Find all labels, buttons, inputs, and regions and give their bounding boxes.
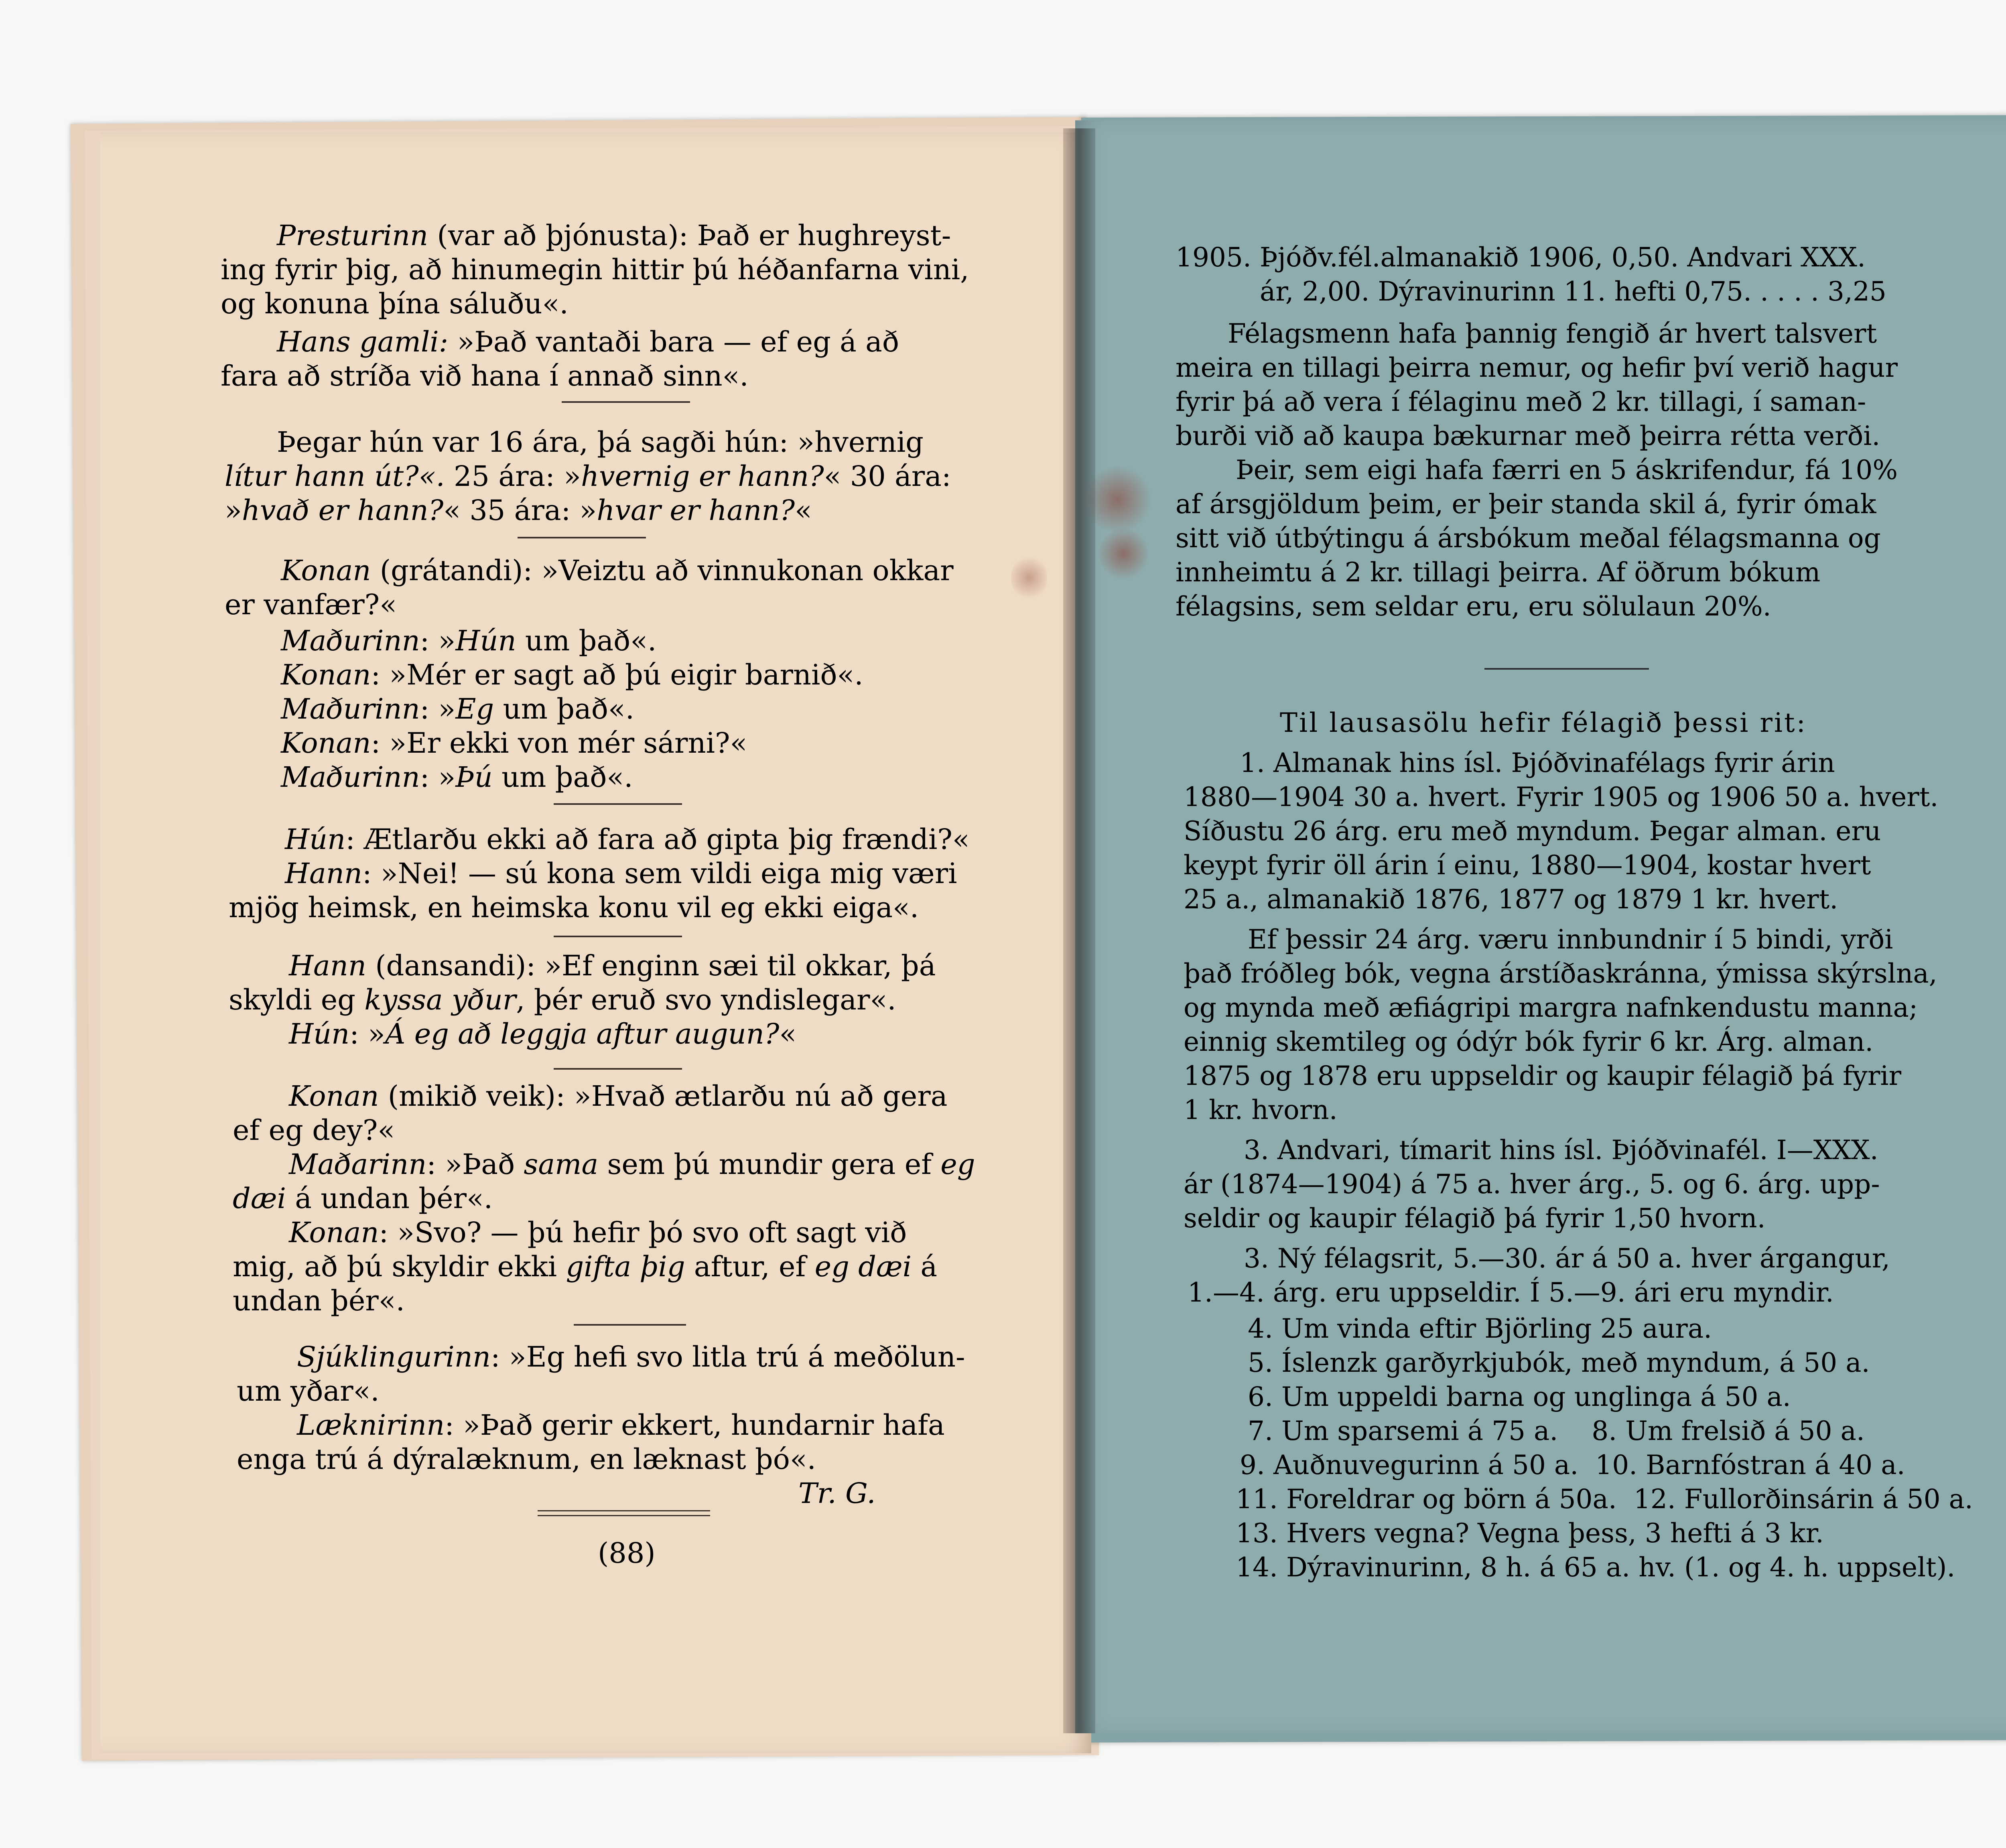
text-run: « [794, 494, 812, 527]
right-text-line: 25 a., almanakið 1876, 1877 og 1879 1 kr. hvert. [1184, 884, 1838, 915]
text-run: Á eg að leggja aftur augun? [385, 1017, 780, 1050]
text-run: Konan [289, 1216, 379, 1249]
left-text-line [221, 287, 569, 321]
separator-rule [518, 537, 646, 538]
left-text-line [221, 253, 969, 286]
right-text-line: seldir og kaupir félagið þá fyrir 1,50 hvorn. [1184, 1203, 1766, 1234]
right-text-line: 1.—4. árg. eru uppseldir. Í 5.—9. ári eru myndir. [1188, 1277, 1834, 1308]
left-text-line [225, 493, 812, 527]
text-run: hvernig er hann? [581, 460, 824, 493]
text-run: Maðurinn [281, 624, 420, 657]
text-run: (dansandi): »Ef enginn sæi til okkar, þá [366, 949, 936, 982]
text-run: aftur, ef [685, 1250, 815, 1283]
book-gutter [1063, 128, 1095, 1733]
left-text-line [233, 1250, 937, 1283]
text-run: « [779, 1017, 797, 1050]
text-run: : Ætlarðu ekki að fara að gipta þig frændi?« [345, 823, 970, 856]
right-text-line: einnig skemtileg og ódýr bók fyrir 6 kr. Árg. alman. [1184, 1026, 1874, 1057]
text-run: eg dæi [814, 1250, 912, 1283]
text-run: hvar er hann? [597, 494, 795, 527]
right-text-line: innheimtu á 2 kr. tillagi þeirra. Af öðrum bókum [1176, 557, 1821, 588]
left-text-line [277, 325, 899, 359]
text-run: Hún [455, 624, 516, 657]
separator-rule [574, 1324, 686, 1326]
text-run: : »Nei! — sú kona sem vildi eiga mig væri [362, 857, 957, 890]
text-run: fara að stríða við hana í annað sinn«. [221, 359, 749, 392]
left-text-line [281, 554, 954, 587]
text-run: enga trú á dýralæknum, en læknast þó«. [237, 1443, 816, 1476]
text-run: Tr. G. [798, 1477, 876, 1510]
left-text-line [225, 588, 397, 621]
text-run: á undan þér«. [286, 1182, 493, 1215]
text-run: : » [420, 624, 456, 657]
left-text-line [233, 1113, 395, 1147]
right-text-line: ár, 2,00. Dýravinurinn 11. hefti 0,75. . . . . 3,25 [1260, 276, 1886, 307]
text-run: sem þú mundir gera ef [598, 1148, 941, 1181]
right-text-line: 3. Andvari, tímarit hins ísl. Þjóðvinafél. I—XXX. [1244, 1135, 1878, 1166]
left-text-line [221, 359, 749, 393]
left-text-line [289, 1017, 796, 1051]
text-run: » [225, 494, 242, 527]
right-text-line: 13. Hvers vegna? Vegna þess, 3 hefti á 3 kr. [1236, 1518, 1824, 1549]
left-text-line [285, 822, 970, 856]
text-run: : » [420, 692, 456, 725]
text-run: Maðurinn [281, 761, 420, 794]
separator-rule [1484, 668, 1649, 670]
left-text-line [285, 857, 957, 890]
text-run: lítur hann út?«. [225, 460, 445, 493]
text-run: »Það vantaði bara — ef eg á að [448, 325, 899, 358]
text-run: Þú [455, 761, 493, 794]
left-text-line [225, 459, 951, 493]
text-run: mjög heimsk, en heimska konu vil eg ekki eiga«. [229, 891, 919, 924]
text-run: « 35 ára: » [443, 494, 597, 527]
text-run: og konuna þína sáluðu«. [221, 287, 569, 320]
stain [1083, 465, 1151, 534]
right-text-line: Til lausasölu hefir félagið þessi rit: [1280, 707, 1807, 738]
text-run: : »Það [426, 1148, 524, 1181]
left-text-line [237, 1374, 380, 1408]
right-text-line: Síðustu 26 árg. eru með myndum. Þegar alman. eru [1184, 816, 1881, 847]
right-text-line: og mynda með æfiágripi margra nafnkendustu manna; [1184, 992, 1918, 1023]
right-text-line: ár (1874—1904) á 75 a. hver árg., 5. og 6. árg. upp- [1184, 1169, 1880, 1200]
left-text-line [281, 692, 634, 726]
right-text-line: keypt fyrir öll árin í einu, 1880—1904, kostar hvert [1184, 850, 1871, 881]
text-run: er vanfær?« [225, 588, 397, 621]
left-text-line [233, 1284, 405, 1318]
right-text-line: 5. Íslenzk garðyrkjubók, með myndum, á 50 a. [1248, 1347, 1870, 1378]
left-text-line [281, 726, 747, 760]
text-run: hvað er hann? [242, 494, 444, 527]
left-text-line [289, 1079, 947, 1113]
text-run: Konan [289, 1080, 379, 1113]
right-text-line: 1905. Þjóðv.fél.almanakið 1906, 0,50. Andvari XXX. [1176, 242, 1866, 273]
text-run: : » [349, 1017, 385, 1050]
separator-rule [554, 803, 682, 805]
separator-rule [562, 401, 690, 403]
text-run: undan þér«. [233, 1284, 405, 1317]
text-run: um það«. [494, 692, 634, 725]
right-text-line: Þeir, sem eigi hafa færri en 5 áskrifendur, fá 10% [1236, 455, 1898, 485]
right-text-line: burði við að kaupa bækurnar með þeirra rétta verði. [1176, 420, 1880, 451]
text-run: Maðurinn [281, 692, 420, 725]
right-text-line: 3. Ný félagsrit, 5.—30. ár á 50 a. hver árgangur, [1244, 1243, 1890, 1274]
text-run: skyldi eg [229, 983, 365, 1016]
left-text-line [289, 949, 936, 983]
stain [1099, 526, 1147, 582]
text-run: : »Er ekki von mér sárni?« [371, 727, 747, 760]
left-text-line [289, 1216, 907, 1249]
right-text-line: 6. Um uppeldi barna og unglinga á 50 a. [1248, 1381, 1791, 1412]
right-text-line: 1875 og 1878 eru uppseldir og kaupir félagið þá fyrir [1184, 1060, 1902, 1091]
text-run: um yðar«. [237, 1375, 380, 1407]
text-run: Eg [455, 692, 494, 725]
right-text-line: 14. Dýravinurinn, 8 h. á 65 a. hv. (1. og 4. h. uppselt). [1236, 1552, 1955, 1583]
text-run: ef eg dey?« [233, 1114, 395, 1147]
left-text-line [229, 983, 896, 1017]
separator-rule [554, 936, 682, 937]
right-text-line: sitt við útbýtingu á ársbókum meðal félagsmanna og [1176, 523, 1881, 554]
left-text-line [229, 891, 919, 924]
text-run: Hún [289, 1017, 350, 1050]
text-run: : »Svo? — þú hefir þó svo oft sagt við [379, 1216, 907, 1249]
text-run: eg [940, 1148, 975, 1181]
text-run: Presturinn [277, 219, 428, 252]
left-text-line [289, 1147, 975, 1181]
text-run: Hann [289, 949, 366, 982]
left-text-line [297, 1340, 965, 1374]
left-text-line [798, 1476, 876, 1510]
text-run: ing fyrir þig, að hinumegin hittir þú héðanfarna vini, [221, 253, 969, 286]
right-text-line: Ef þessir 24 árg. væru innbundnir í 5 bindi, yrði [1248, 924, 1893, 955]
left-text-line [277, 219, 951, 252]
text-run: dæi [233, 1182, 286, 1215]
text-run: : » [420, 761, 456, 794]
right-text-line: félagsins, sem seldar eru, eru sölulaun 20%. [1176, 591, 1771, 622]
text-run: (mikið veik): »Hvað ætlarðu nú að gera [379, 1080, 948, 1113]
text-run: Hún [285, 823, 346, 856]
right-text-line: fyrir þá að vera í félaginu með 2 kr. tillagi, í saman- [1176, 386, 1866, 417]
right-text-line: Félagsmenn hafa þannig fengið ár hvert talsvert [1228, 318, 1877, 349]
text-run: um það«. [492, 761, 633, 794]
text-run: : »Það gerir ekkert, hundarnir hafa [445, 1409, 945, 1442]
text-run: 25 ára: » [445, 460, 581, 493]
left-text-line [281, 760, 633, 794]
text-run: mig, að þú skyldir ekki [233, 1250, 566, 1283]
right-text-line: 4. Um vinda eftir Björling 25 aura. [1248, 1313, 1712, 1344]
left-text-line [277, 425, 924, 459]
text-run: Hann [285, 857, 362, 890]
text-run: um það«. [516, 624, 657, 657]
right-text-line: af ársgjöldum þeim, er þeir standa skil á, fyrir ómak [1176, 489, 1876, 520]
text-run: (var að þjónusta): Það er hughreyst- [428, 219, 951, 252]
text-run: Hans gamli: [277, 325, 449, 358]
left-text-line [233, 1182, 493, 1215]
text-run: Konan [281, 727, 371, 760]
text-run: Konan [281, 658, 371, 691]
right-text-line: 9. Auðnuvegurinn á 50 a. 10. Barnfóstran á 40 a. [1240, 1450, 1905, 1480]
text-run: sama [524, 1148, 599, 1181]
left-text-line [281, 658, 863, 692]
text-run: gifta þig [566, 1250, 685, 1283]
end-rule [538, 1515, 710, 1516]
right-text-line: það fróðleg bók, vegna árstíðaskránna, ýmissa skýrslna, [1184, 958, 1937, 989]
text-run: (grátandi): »Veiztu að vinnukonan okkar [371, 554, 954, 587]
page-number: (88) [598, 1537, 656, 1570]
text-run: Læknirinn [297, 1409, 445, 1442]
right-text-line: meira en tillagi þeirra nemur, og hefir því verið hagur [1176, 352, 1898, 383]
text-run: : »Mér er sagt að þú eigir barnið«. [371, 658, 863, 691]
right-text-line: 1880—1904 30 a. hvert. Fyrir 1905 og 1906 50 a. hvert. [1184, 782, 1939, 812]
right-text-line: 7. Um sparsemi á 75 a. 8. Um frelsið á 50 a. [1248, 1415, 1865, 1446]
text-run: Maðarinn [289, 1148, 427, 1181]
text-run: kyssa yður [364, 983, 516, 1016]
text-run: : »Eg hefi svo litla trú á meðölun- [490, 1340, 965, 1373]
text-run: , þér eruð svo yndislegar«. [516, 983, 896, 1016]
separator-rule [554, 1068, 682, 1070]
left-text-line [281, 624, 656, 658]
left-text-line [297, 1408, 945, 1442]
right-text-line: 1. Almanak hins ísl. Þjóðvinafélags fyrir árin [1240, 747, 1835, 778]
stain [1011, 554, 1047, 602]
end-rule [538, 1510, 710, 1511]
text-run: Sjúklingurinn [297, 1340, 491, 1373]
right-text-line: 1 kr. hvorn. [1184, 1095, 1338, 1125]
text-run: Þegar hún var 16 ára, þá sagði hún: »hvernig [277, 426, 924, 459]
right-text-line: 11. Foreldrar og börn á 50a. 12. Fullorðinsárin á 50 a. [1236, 1484, 1973, 1515]
text-run: « 30 ára: [824, 460, 951, 493]
text-run: Konan [281, 554, 371, 587]
left-text-line [237, 1442, 816, 1476]
text-run: á [912, 1250, 938, 1283]
